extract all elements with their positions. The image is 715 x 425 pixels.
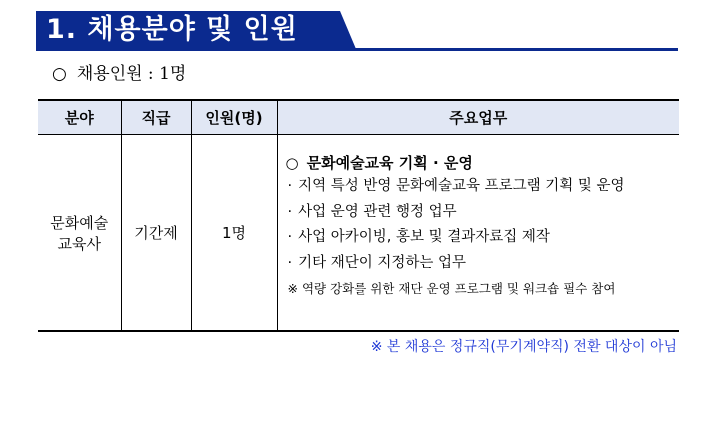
header-duties: 주요업무 — [277, 100, 679, 135]
cell-duties — [277, 135, 679, 332]
header-field: 분야 — [38, 100, 121, 135]
duty-title-text: 문화예술교육 기획 · 운영 — [306, 154, 473, 172]
duty-item-text: 기타 재단이 지정하는 업무 — [298, 254, 467, 271]
dot-bullet-icon: · — [287, 254, 293, 271]
dot-bullet-icon: · — [287, 229, 293, 245]
header-grade: 직급 — [121, 100, 191, 135]
recruitment-table — [38, 99, 679, 332]
cell-grade: 기간제 — [121, 135, 191, 332]
cell-count: 1명 — [191, 135, 277, 332]
list-item — [286, 200, 680, 226]
section-title: 1. 채용분야 및 인원 — [46, 14, 298, 45]
footnote: ※ 본 채용은 정규직(무기계약직) 전환 대상이 아님 — [370, 339, 677, 355]
table-row — [38, 135, 679, 332]
dot-bullet-icon: · — [287, 178, 293, 194]
duty-title — [286, 152, 680, 174]
duty-item-text: 사업 아카이빙, 홍보 및 결과자료집 제작 — [298, 229, 550, 245]
cell-field — [38, 135, 121, 332]
duty-item-text: 지역 특성 반영 문화예술교육 프로그램 기획 및 운영 — [298, 178, 625, 194]
circle-bullet-icon: ○ — [52, 64, 67, 84]
duty-note: ※ 역량 강화를 위한 재단 운영 프로그램 및 워크숍 필수 참여 — [287, 281, 616, 296]
field-line-1: 문화예술 — [50, 213, 109, 232]
dot-bullet-icon: · — [287, 203, 293, 220]
field-line-2: 교육사 — [57, 234, 101, 253]
list-item — [286, 251, 680, 277]
recruitment-summary — [52, 62, 186, 86]
summary-label: 채용인원 : 1명 — [76, 64, 187, 84]
circle-bullet-icon: ○ — [285, 154, 299, 172]
section-divider — [36, 48, 678, 51]
duty-item-text: 사업 운영 관련 행정 업무 — [298, 203, 457, 220]
header-count: 인원(명) — [191, 100, 277, 135]
list-item — [286, 174, 680, 200]
list-item — [286, 225, 680, 251]
table-header-row — [38, 100, 679, 135]
